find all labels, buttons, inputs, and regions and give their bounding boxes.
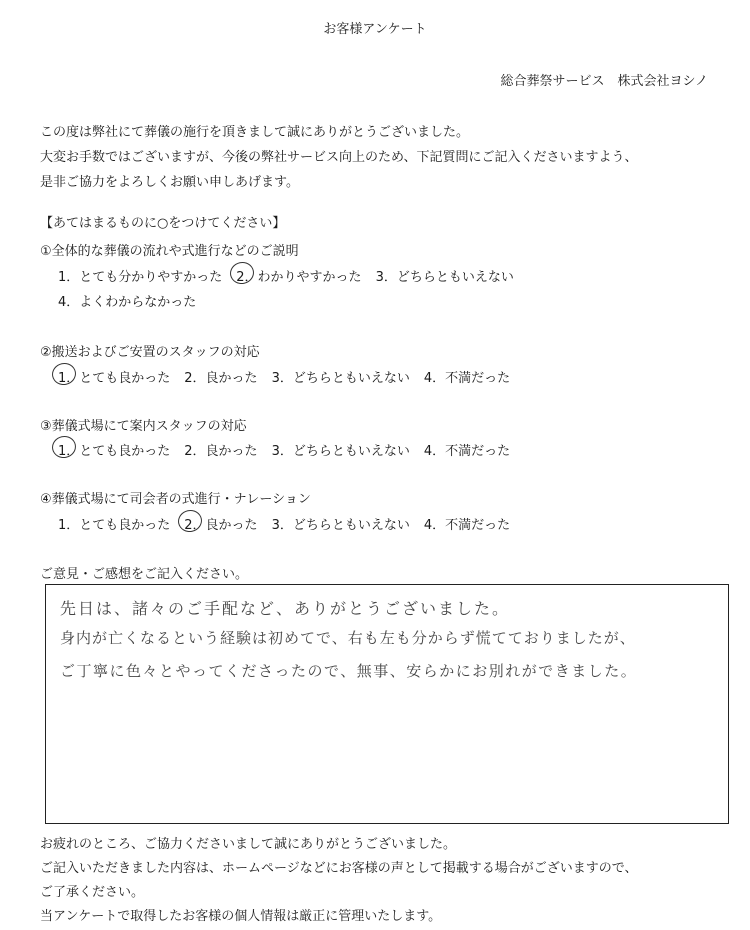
comment-box[interactable] [45, 584, 729, 824]
footer-line: ご記入いただきました内容は、ホームページなどにお客様の声として掲載する場合がございますので、 [40, 861, 638, 876]
q3-option-4[interactable]: 4．不満だった [423, 444, 511, 459]
q1-option-4[interactable]: 4．よくわからなかった [58, 295, 197, 310]
question-1-options-row2 [58, 291, 210, 310]
q4-option-4[interactable]: 4．不満だった [423, 518, 511, 533]
comment-label: ご意見・ご感想をご記入ください。 [40, 567, 249, 582]
footer-line: ご了承ください。 [40, 885, 145, 900]
question-2-options [58, 367, 524, 386]
question-3-label: ③葬儀式場にて案内スタッフの対応 [40, 419, 247, 434]
intro-line: 是非ご協力をよろしくお願い申しあげます。 [40, 175, 299, 190]
footer-line: 当アンケートで取得したお客様の個人情報は厳正に管理いたします。 [40, 909, 442, 924]
footer-line: お疲れのところ、ご協力くださいまして誠にありがとうございました。 [40, 837, 457, 852]
intro-text [40, 120, 637, 195]
question-1-label: ①全体的な葬儀の流れや式進行などのご説明 [40, 244, 299, 259]
q3-option-3[interactable]: 3．どちらともいえない [271, 444, 410, 459]
q3-option-2[interactable]: 2．良かった [184, 444, 258, 459]
intro-line: 大変お手数ではございますが、今後の弊社サービス向上のため、下記質問にご記入くださいますよう、 [40, 150, 638, 165]
question-1-options [58, 266, 528, 285]
q2-option-1[interactable]: 1．とても良かった [58, 367, 170, 386]
handwritten-comment-line: ご丁寧に色々とやってくださったので、無事、安らかにお別れができました。 [60, 662, 638, 680]
page-title: お客様アンケート [323, 22, 427, 37]
q4-option-1[interactable]: 1．とても良かった [58, 518, 171, 533]
q2-option-3[interactable]: 3．どちらともいえない [271, 371, 410, 386]
question-2-label: ②搬送およびご安置のスタッフの対応 [40, 345, 260, 360]
handwritten-comment-line: 身内が亡くなるという経験は初めてで、右も左も分からず慌てておりましたが、 [60, 629, 636, 647]
q1-option-1[interactable]: 1．とても分かりやすかった [58, 270, 223, 285]
question-4-options [58, 514, 524, 533]
company-name: 総合葬祭サービス 株式会社ヨシノ [500, 74, 708, 89]
q4-option-3[interactable]: 3．どちらともいえない [271, 518, 410, 533]
q1-option-2[interactable]: 2．わかりやすかった [236, 266, 361, 285]
q3-option-1[interactable]: 1．とても良かった [58, 440, 170, 459]
footer-text [40, 833, 637, 929]
instruction: 【あてはまるものに○をつけてください】 [40, 216, 286, 231]
question-3-options [58, 440, 524, 459]
q2-option-2[interactable]: 2．良かった [184, 371, 258, 386]
q4-option-2[interactable]: 2．良かった [184, 514, 257, 533]
intro-line: この度は弊社にて葬儀の施行を頂きまして誠にありがとうございました。 [40, 125, 470, 140]
q2-option-4[interactable]: 4．不満だった [423, 371, 511, 386]
q1-option-3[interactable]: 3．どちらともいえない [375, 270, 514, 285]
question-4-label: ④葬儀式場にて司会者の式進行・ナレーション [40, 492, 311, 507]
handwritten-comment-line: 先日は、諸々のご手配など、ありがとうございました。 [60, 599, 511, 618]
